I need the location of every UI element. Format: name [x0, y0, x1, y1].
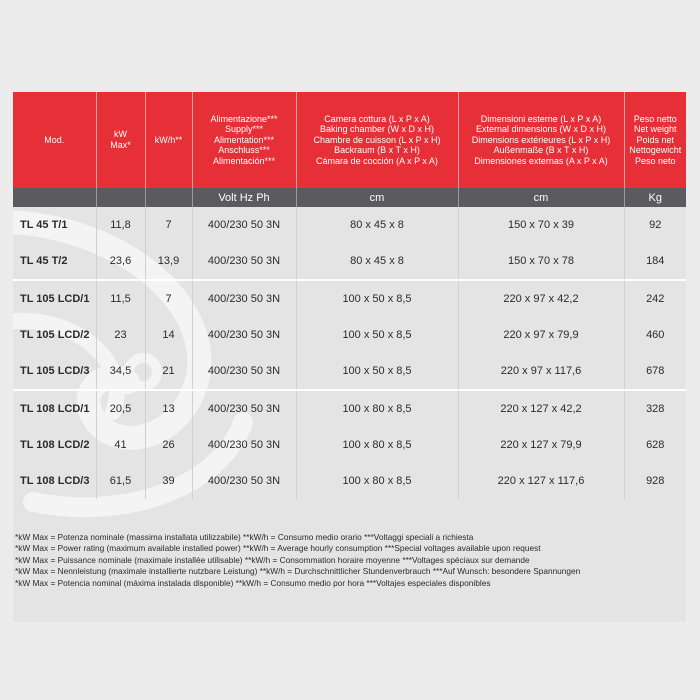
unit-cell: [145, 188, 192, 207]
table-cell: 39: [145, 463, 192, 499]
table-row: [13, 207, 686, 243]
footnote-line: *kW Max = Puissance nominale (maximale installée utilisable) **kW/h = Consommation horaire moyenne ***Voltages spéciaux sur demande: [15, 554, 530, 565]
table-cell: 7: [145, 280, 192, 317]
table-cell: 7: [145, 207, 192, 243]
table-row: [13, 463, 686, 499]
table-cell: 34,5: [96, 353, 145, 390]
table-cell: 100 x 50 x 8,5: [296, 317, 458, 353]
model-cell: TL 45 T/2: [13, 243, 96, 280]
header-external-dimensions: Dimensioni esterne (L x P x A) External dimensions (W x D x H) Dimensions extérieures (L x P x H) Außenmaße (B x T x H) Dimensiones externas (A x P x A): [458, 92, 624, 188]
footnotes: [15, 532, 685, 589]
header-kw-max: kW Max*: [96, 92, 145, 188]
table-row: [13, 243, 686, 280]
unit-cell: [13, 188, 96, 207]
table-cell: 92: [649, 219, 662, 231]
table-row: [13, 390, 686, 427]
table-cell: 13,9: [145, 243, 192, 280]
table-cell: 220 x 127 x 117,6: [458, 463, 624, 499]
model-cell: TL 108 LCD/1: [13, 390, 96, 427]
unit-cell: Volt Hz Ph: [192, 188, 296, 207]
table-cell: 23: [96, 317, 145, 353]
table-cell: 400/230 50 3N: [192, 243, 296, 280]
table-cell: 220 x 97 x 117,6: [458, 353, 624, 390]
table-cell: 13: [145, 390, 192, 427]
table-cell: 400/230 50 3N: [192, 390, 296, 427]
table-cell: 20,5: [96, 390, 145, 427]
table-cell: 184: [646, 255, 665, 267]
header-model: Mod.: [13, 92, 96, 188]
footnote-line: *kW Max = Potenza nominale (massima installata utilizzabile) **kW/h = Consumo medio orario ***Voltaggi speciali a richiesta: [15, 532, 474, 542]
model-cell: TL 45 T/1: [13, 207, 96, 243]
unit-cell: cm: [458, 188, 624, 207]
table-cell: 26: [145, 427, 192, 463]
table-cell: 220 x 97 x 42,2: [458, 280, 624, 317]
header-supply: Alimentazione*** Supply*** Alimentation*** Anschluss*** Alimentación***: [192, 92, 296, 188]
table-row: [13, 427, 686, 463]
table-cell: 400/230 50 3N: [192, 463, 296, 499]
model-cell: TL 105 LCD/3: [13, 353, 96, 390]
table-cell: 61,5: [96, 463, 145, 499]
spec-sheet: [13, 92, 686, 622]
table-cell: 41: [96, 427, 145, 463]
table-cell: 80 x 45 x 8: [296, 243, 458, 280]
table-cell: 150 x 70 x 39: [458, 207, 624, 243]
footnote-line: *kW Max = Potencia nominal (máxima instalada disponible) **kW/h = Consumo medio por hora ***Voltajes especiales disponibles: [15, 577, 491, 588]
table-cell: 400/230 50 3N: [192, 427, 296, 463]
footnote-line: *kW Max = Power rating (maximum available installed power) **kW/h = Average hourly consumption ***Special voltages available upon request: [15, 543, 541, 554]
table-cell: 100 x 50 x 8,5: [296, 280, 458, 317]
table-cell: 400/230 50 3N: [192, 353, 296, 390]
table-cell: 220 x 127 x 42,2: [458, 390, 624, 427]
unit-cell: cm: [296, 188, 458, 207]
model-cell: TL 105 LCD/1: [13, 280, 96, 317]
header-baking-chamber: Camera cottura (L x P x A) Baking chamber (W x D x H) Chambre de cuisson (L x P x H) Backraum (B x T x H) Cámara de cocción (A x P x A): [296, 92, 458, 188]
table-cell: 100 x 80 x 8,5: [296, 390, 458, 427]
table-cell: 21: [145, 353, 192, 390]
spec-table: [13, 92, 686, 499]
table-cell: 100 x 80 x 8,5: [296, 427, 458, 463]
table-cell: 220 x 127 x 79,9: [458, 427, 624, 463]
table-cell: 328: [624, 390, 686, 427]
table-cell: 928: [646, 475, 665, 487]
model-cell: TL 105 LCD/2: [13, 317, 96, 353]
table-cell: 220 x 97 x 79,9: [458, 317, 624, 353]
table-cell: 400/230 50 3N: [192, 207, 296, 243]
table-cell: 678: [646, 365, 665, 377]
table-cell: 628: [646, 439, 665, 451]
table-cell: 100 x 80 x 8,5: [296, 463, 458, 499]
table-cell: 80 x 45 x 8: [296, 207, 458, 243]
table-cell: 242: [624, 280, 686, 317]
header-net-weight: Peso netto Net weight Poids net Nettogewicht Peso neto: [624, 92, 686, 188]
table-cell: 400/230 50 3N: [192, 317, 296, 353]
table-cell: 460: [646, 329, 665, 341]
table-cell: 100 x 50 x 8,5: [296, 353, 458, 390]
model-cell: TL 108 LCD/3: [13, 463, 96, 499]
footnote-line: *kW Max = Nennleistung (maximale installierte nutzbare Leistung) **kW/h = Durchschnittlicher Stundenverbrauch ***Auf Wunsch: besondere Spannungen: [15, 566, 581, 577]
table-row: [13, 317, 686, 353]
table-cell: 11,8: [96, 207, 145, 243]
table-cell: 11,5: [96, 280, 145, 317]
table-row: [13, 280, 686, 317]
table-cell: 23,6: [96, 243, 145, 280]
unit-row: [13, 188, 686, 207]
header-kwh: kW/h**: [145, 92, 192, 188]
header-row: [13, 92, 686, 188]
table-cell: 400/230 50 3N: [192, 280, 296, 317]
table-cell: 150 x 70 x 78: [458, 243, 624, 280]
unit-cell: [96, 188, 145, 207]
unit-cell: Kg: [624, 188, 686, 207]
table-cell: 14: [145, 317, 192, 353]
model-cell: TL 108 LCD/2: [13, 427, 96, 463]
table-row: [13, 353, 686, 390]
